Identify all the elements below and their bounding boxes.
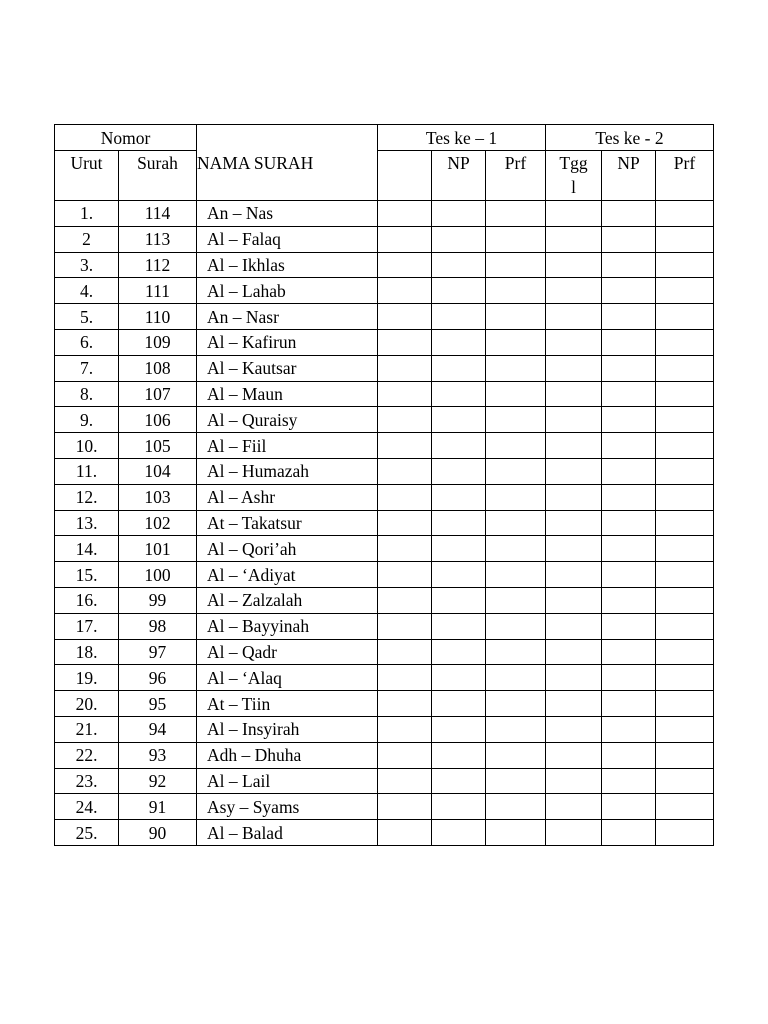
tes2-prf-cell[interactable] xyxy=(656,407,714,433)
tes2-np-cell[interactable] xyxy=(602,407,656,433)
tes1-prf-cell[interactable] xyxy=(486,820,546,846)
surah-number-cell: 111 xyxy=(119,278,197,304)
tes2-tggl-cell[interactable] xyxy=(546,433,602,459)
tes1-np-header: NP xyxy=(432,151,486,201)
tes1-prf-cell[interactable] xyxy=(486,510,546,536)
tes2-np-cell[interactable] xyxy=(602,226,656,252)
urut-cell: 15. xyxy=(55,562,119,588)
tes1-prf-cell[interactable] xyxy=(486,794,546,820)
tes1-prf-cell[interactable] xyxy=(486,226,546,252)
tes1-np-cell[interactable] xyxy=(432,252,486,278)
tes1-tggl-cell[interactable] xyxy=(378,201,432,227)
table-row xyxy=(55,794,714,820)
tes1-tggl-cell[interactable] xyxy=(378,587,432,613)
tes2-np-cell[interactable] xyxy=(602,484,656,510)
surah-number-cell: 110 xyxy=(119,304,197,330)
tes1-prf-cell[interactable] xyxy=(486,329,546,355)
tes1-tggl-cell[interactable] xyxy=(378,484,432,510)
surah-name-cell: Al – Ikhlas xyxy=(197,252,378,278)
urut-header: Urut xyxy=(55,151,119,201)
urut-cell: 20. xyxy=(55,691,119,717)
surah-number-cell: 112 xyxy=(119,252,197,278)
tes2-np-cell[interactable] xyxy=(602,381,656,407)
tes1-prf-cell[interactable] xyxy=(486,613,546,639)
urut-cell: 16. xyxy=(55,587,119,613)
tes1-np-cell[interactable] xyxy=(432,691,486,717)
tes1-prf-cell[interactable] xyxy=(486,484,546,510)
tes2-tggl-cell[interactable] xyxy=(546,742,602,768)
surah-number-cell: 92 xyxy=(119,768,197,794)
tes2-prf-header: Prf xyxy=(656,151,714,201)
table-row xyxy=(55,587,714,613)
tes1-np-cell[interactable] xyxy=(432,562,486,588)
table-row xyxy=(55,639,714,665)
surah-name-cell: Al – Balad xyxy=(197,820,378,846)
tes1-prf-cell[interactable] xyxy=(486,742,546,768)
tes2-tggl-cell[interactable] xyxy=(546,794,602,820)
tes2-prf-cell[interactable] xyxy=(656,768,714,794)
tes1-prf-cell[interactable] xyxy=(486,716,546,742)
tes1-tggl-cell[interactable] xyxy=(378,613,432,639)
surah-name-cell: Al – Qadr xyxy=(197,639,378,665)
urut-cell: 12. xyxy=(55,484,119,510)
tes2-prf-cell[interactable] xyxy=(656,794,714,820)
tes2-prf-cell[interactable] xyxy=(656,716,714,742)
tes1-tggl-cell[interactable] xyxy=(378,458,432,484)
surah-number-cell: 104 xyxy=(119,458,197,484)
tes1-np-cell[interactable] xyxy=(432,484,486,510)
tes1-tggl-cell[interactable] xyxy=(378,794,432,820)
tes1-np-cell[interactable] xyxy=(432,768,486,794)
tes2-np-cell[interactable] xyxy=(602,433,656,459)
urut-cell: 23. xyxy=(55,768,119,794)
header-row-2 xyxy=(55,151,714,201)
surah-name-cell: Al – Kafirun xyxy=(197,329,378,355)
tes2-tggl-header xyxy=(546,151,602,201)
surah-name-cell: At – Takatsur xyxy=(197,510,378,536)
table-row xyxy=(55,407,714,433)
header-row-1 xyxy=(55,125,714,151)
tes2-prf-cell[interactable] xyxy=(656,820,714,846)
tes2-np-cell[interactable] xyxy=(602,562,656,588)
tes2-np-cell[interactable] xyxy=(602,820,656,846)
tes1-np-cell[interactable] xyxy=(432,458,486,484)
tes1-np-cell[interactable] xyxy=(432,278,486,304)
tes2-tggl-cell[interactable] xyxy=(546,639,602,665)
tes2-tggl-cell[interactable] xyxy=(546,691,602,717)
tes2-tggl-cell[interactable] xyxy=(546,536,602,562)
tes2-prf-cell[interactable] xyxy=(656,484,714,510)
tes2-prf-cell[interactable] xyxy=(656,665,714,691)
tes1-tggl-cell[interactable] xyxy=(378,510,432,536)
tes1-np-cell[interactable] xyxy=(432,587,486,613)
tes2-prf-cell[interactable] xyxy=(656,252,714,278)
table-row xyxy=(55,278,714,304)
tes2-prf-cell[interactable] xyxy=(656,562,714,588)
surah-number-cell: 105 xyxy=(119,433,197,459)
tes2-tggl-cell[interactable] xyxy=(546,665,602,691)
tes2-np-cell[interactable] xyxy=(602,304,656,330)
tes2-prf-cell[interactable] xyxy=(656,433,714,459)
surah-name-cell: Al – Fiil xyxy=(197,433,378,459)
tes1-np-cell[interactable] xyxy=(432,665,486,691)
table-row xyxy=(55,716,714,742)
tes2-prf-cell[interactable] xyxy=(656,329,714,355)
urut-cell: 25. xyxy=(55,820,119,846)
tes2-prf-cell[interactable] xyxy=(656,691,714,717)
tes1-tggl-cell[interactable] xyxy=(378,433,432,459)
tes1-np-cell[interactable] xyxy=(432,536,486,562)
tes2-prf-cell[interactable] xyxy=(656,613,714,639)
tes1-tggl-cell[interactable] xyxy=(378,768,432,794)
tes2-np-cell[interactable] xyxy=(602,794,656,820)
tes1-np-cell[interactable] xyxy=(432,742,486,768)
tes2-np-cell[interactable] xyxy=(602,691,656,717)
tes1-prf-cell[interactable] xyxy=(486,768,546,794)
tes1-tggl-cell[interactable] xyxy=(378,742,432,768)
surah-number-cell: 93 xyxy=(119,742,197,768)
urut-cell: 5. xyxy=(55,304,119,330)
tes1-np-cell[interactable] xyxy=(432,329,486,355)
nomor-header: Nomor xyxy=(55,125,197,151)
surah-name-cell: Al – Kautsar xyxy=(197,355,378,381)
urut-cell: 7. xyxy=(55,355,119,381)
urut-cell: 10. xyxy=(55,433,119,459)
surah-name-cell: Adh – Dhuha xyxy=(197,742,378,768)
urut-cell: 13. xyxy=(55,510,119,536)
tes2-prf-cell[interactable] xyxy=(656,587,714,613)
surah-number-cell: 98 xyxy=(119,613,197,639)
tes2-tggl-cell[interactable] xyxy=(546,820,602,846)
tes1-np-cell[interactable] xyxy=(432,613,486,639)
tes1-np-cell[interactable] xyxy=(432,304,486,330)
surah-number-cell: 103 xyxy=(119,484,197,510)
tes1-np-cell[interactable] xyxy=(432,355,486,381)
tes1-tggl-cell[interactable] xyxy=(378,691,432,717)
tes2-np-cell[interactable] xyxy=(602,329,656,355)
tes2-np-cell[interactable] xyxy=(602,665,656,691)
tes1-tggl-cell[interactable] xyxy=(378,562,432,588)
tes2-tggl-cell[interactable] xyxy=(546,510,602,536)
surah-number-cell: 99 xyxy=(119,587,197,613)
surah-number-cell: 101 xyxy=(119,536,197,562)
tes1-prf-cell[interactable] xyxy=(486,433,546,459)
tes1-np-cell[interactable] xyxy=(432,639,486,665)
surah-name-cell: Al – Humazah xyxy=(197,458,378,484)
tes2-header: Tes ke - 2 xyxy=(546,125,714,151)
surah-name-cell: Al – Quraisy xyxy=(197,407,378,433)
tes2-tggl-cell[interactable] xyxy=(546,226,602,252)
tes2-np-cell[interactable] xyxy=(602,252,656,278)
tes1-tggl-cell[interactable] xyxy=(378,639,432,665)
table-row xyxy=(55,433,714,459)
tes1-tggl-cell[interactable] xyxy=(378,304,432,330)
surah-number-cell: 106 xyxy=(119,407,197,433)
tes1-tggl-cell[interactable] xyxy=(378,381,432,407)
tes1-prf-cell[interactable] xyxy=(486,536,546,562)
tes2-tggl-cell[interactable] xyxy=(546,613,602,639)
tes1-np-cell[interactable] xyxy=(432,381,486,407)
table-row xyxy=(55,252,714,278)
tes1-prf-cell[interactable] xyxy=(486,587,546,613)
tes1-tggl-header xyxy=(378,151,432,201)
tes1-np-cell[interactable] xyxy=(432,794,486,820)
table-row xyxy=(55,458,714,484)
urut-cell: 22. xyxy=(55,742,119,768)
tes1-prf-cell[interactable] xyxy=(486,407,546,433)
surah-number-cell: 113 xyxy=(119,226,197,252)
surah-number-cell: 95 xyxy=(119,691,197,717)
urut-cell: 8. xyxy=(55,381,119,407)
tes2-np-cell[interactable] xyxy=(602,587,656,613)
surah-name-cell: Al – Lail xyxy=(197,768,378,794)
tes2-np-header: NP xyxy=(602,151,656,201)
urut-cell: 19. xyxy=(55,665,119,691)
tes2-np-cell[interactable] xyxy=(602,510,656,536)
table-row xyxy=(55,820,714,846)
surah-name-cell: Al – Qori’ah xyxy=(197,536,378,562)
tes2-prf-cell[interactable] xyxy=(656,304,714,330)
table-row xyxy=(55,742,714,768)
urut-cell: 17. xyxy=(55,613,119,639)
surah-header: Surah xyxy=(119,151,197,201)
table-row xyxy=(55,484,714,510)
tes2-tggl-cell[interactable] xyxy=(546,768,602,794)
tes2-prf-cell[interactable] xyxy=(656,201,714,227)
surah-name-cell: Al – Zalzalah xyxy=(197,587,378,613)
surah-number-cell: 114 xyxy=(119,201,197,227)
tes1-tggl-cell[interactable] xyxy=(378,820,432,846)
tes2-np-cell[interactable] xyxy=(602,768,656,794)
tes1-tggl-cell[interactable] xyxy=(378,252,432,278)
urut-cell: 9. xyxy=(55,407,119,433)
table-row xyxy=(55,355,714,381)
table-row xyxy=(55,768,714,794)
surah-number-cell: 100 xyxy=(119,562,197,588)
surah-number-cell: 90 xyxy=(119,820,197,846)
tes1-header: Tes ke – 1 xyxy=(378,125,546,151)
tes2-np-cell[interactable] xyxy=(602,613,656,639)
tes1-prf-cell[interactable] xyxy=(486,252,546,278)
surah-name-cell: Al – Insyirah xyxy=(197,716,378,742)
tes1-np-cell[interactable] xyxy=(432,407,486,433)
tes2-tggl-cell[interactable] xyxy=(546,304,602,330)
surah-name-cell: Al – ‘Alaq xyxy=(197,665,378,691)
surah-name-cell: Al – Bayyinah xyxy=(197,613,378,639)
tes2-prf-cell[interactable] xyxy=(656,639,714,665)
urut-cell: 1. xyxy=(55,201,119,227)
surah-name-cell: Al – Falaq xyxy=(197,226,378,252)
tes1-np-cell[interactable] xyxy=(432,433,486,459)
tes1-prf-header: Prf xyxy=(486,151,546,201)
tes1-prf-cell[interactable] xyxy=(486,381,546,407)
surah-number-cell: 102 xyxy=(119,510,197,536)
tes1-prf-cell[interactable] xyxy=(486,639,546,665)
urut-cell: 21. xyxy=(55,716,119,742)
tes1-prf-cell[interactable] xyxy=(486,304,546,330)
table-row xyxy=(55,613,714,639)
tes1-prf-cell[interactable] xyxy=(486,665,546,691)
tes2-tggl-cell[interactable] xyxy=(546,278,602,304)
tes2-tggl-cell[interactable] xyxy=(546,355,602,381)
tes1-prf-cell[interactable] xyxy=(486,278,546,304)
surah-number-cell: 91 xyxy=(119,794,197,820)
tes1-prf-cell[interactable] xyxy=(486,355,546,381)
surah-number-cell: 109 xyxy=(119,329,197,355)
tes2-prf-cell[interactable] xyxy=(656,536,714,562)
tes1-tggl-cell[interactable] xyxy=(378,329,432,355)
tes2-np-cell[interactable] xyxy=(602,201,656,227)
surah-test-table xyxy=(54,124,714,846)
tes1-prf-cell[interactable] xyxy=(486,691,546,717)
tes2-np-cell[interactable] xyxy=(602,639,656,665)
urut-cell: 18. xyxy=(55,639,119,665)
tes2-np-cell[interactable] xyxy=(602,278,656,304)
table-row xyxy=(55,226,714,252)
table-row xyxy=(55,665,714,691)
urut-cell: 3. xyxy=(55,252,119,278)
urut-cell: 2 xyxy=(55,226,119,252)
tes2-prf-cell[interactable] xyxy=(656,355,714,381)
surah-name-cell: Asy – Syams xyxy=(197,794,378,820)
tes2-prf-cell[interactable] xyxy=(656,742,714,768)
urut-cell: 14. xyxy=(55,536,119,562)
tes2-np-cell[interactable] xyxy=(602,355,656,381)
tes2-tggl-cell[interactable] xyxy=(546,484,602,510)
tes1-np-cell[interactable] xyxy=(432,820,486,846)
surah-name-cell: Al – Maun xyxy=(197,381,378,407)
table-row xyxy=(55,562,714,588)
tggl-line-1: Tgg xyxy=(559,153,588,173)
tes1-prf-cell[interactable] xyxy=(486,201,546,227)
tes2-tggl-cell[interactable] xyxy=(546,562,602,588)
tes2-tggl-cell[interactable] xyxy=(546,587,602,613)
tes2-np-cell[interactable] xyxy=(602,716,656,742)
surah-name-cell: Al – ‘Adiyat xyxy=(197,562,378,588)
urut-cell: 4. xyxy=(55,278,119,304)
tes1-prf-cell[interactable] xyxy=(486,458,546,484)
tes1-tggl-cell[interactable] xyxy=(378,407,432,433)
tes1-np-cell[interactable] xyxy=(432,226,486,252)
tes2-prf-cell[interactable] xyxy=(656,458,714,484)
tes2-prf-cell[interactable] xyxy=(656,510,714,536)
tes2-prf-cell[interactable] xyxy=(656,278,714,304)
surah-number-cell: 108 xyxy=(119,355,197,381)
tes1-tggl-cell[interactable] xyxy=(378,536,432,562)
tes1-tggl-cell[interactable] xyxy=(378,226,432,252)
surah-name-cell: At – Tiin xyxy=(197,691,378,717)
tes2-tggl-cell[interactable] xyxy=(546,252,602,278)
tggl-line-2: l xyxy=(571,177,576,197)
table-row xyxy=(55,691,714,717)
table-row xyxy=(55,510,714,536)
tes2-tggl-cell[interactable] xyxy=(546,329,602,355)
tes2-tggl-cell[interactable] xyxy=(546,381,602,407)
table-row xyxy=(55,329,714,355)
tes1-tggl-cell[interactable] xyxy=(378,716,432,742)
tes2-tggl-cell[interactable] xyxy=(546,716,602,742)
tes2-tggl-cell[interactable] xyxy=(546,458,602,484)
tes2-np-cell[interactable] xyxy=(602,458,656,484)
tes1-tggl-cell[interactable] xyxy=(378,278,432,304)
table-body xyxy=(55,201,714,846)
surah-number-cell: 94 xyxy=(119,716,197,742)
tes1-np-cell[interactable] xyxy=(432,510,486,536)
surah-number-cell: 97 xyxy=(119,639,197,665)
table-row xyxy=(55,201,714,227)
urut-cell: 24. xyxy=(55,794,119,820)
tes1-prf-cell[interactable] xyxy=(486,562,546,588)
table-row xyxy=(55,536,714,562)
surah-name-cell: An – Nasr xyxy=(197,304,378,330)
surah-name-cell: Al – Ashr xyxy=(197,484,378,510)
tes2-prf-cell[interactable] xyxy=(656,226,714,252)
surah-number-cell: 96 xyxy=(119,665,197,691)
tes1-tggl-cell[interactable] xyxy=(378,665,432,691)
table-row xyxy=(55,304,714,330)
tes2-np-cell[interactable] xyxy=(602,742,656,768)
nama-surah-header: NAMA SURAH xyxy=(197,125,378,201)
tes1-np-cell[interactable] xyxy=(432,201,486,227)
table-row xyxy=(55,381,714,407)
tes1-tggl-cell[interactable] xyxy=(378,355,432,381)
tes1-np-cell[interactable] xyxy=(432,716,486,742)
urut-cell: 6. xyxy=(55,329,119,355)
tes2-prf-cell[interactable] xyxy=(656,381,714,407)
surah-name-cell: Al – Lahab xyxy=(197,278,378,304)
tes2-tggl-cell[interactable] xyxy=(546,407,602,433)
surah-name-cell: An – Nas xyxy=(197,201,378,227)
tes2-np-cell[interactable] xyxy=(602,536,656,562)
urut-cell: 11. xyxy=(55,458,119,484)
tes2-tggl-cell[interactable] xyxy=(546,201,602,227)
surah-number-cell: 107 xyxy=(119,381,197,407)
